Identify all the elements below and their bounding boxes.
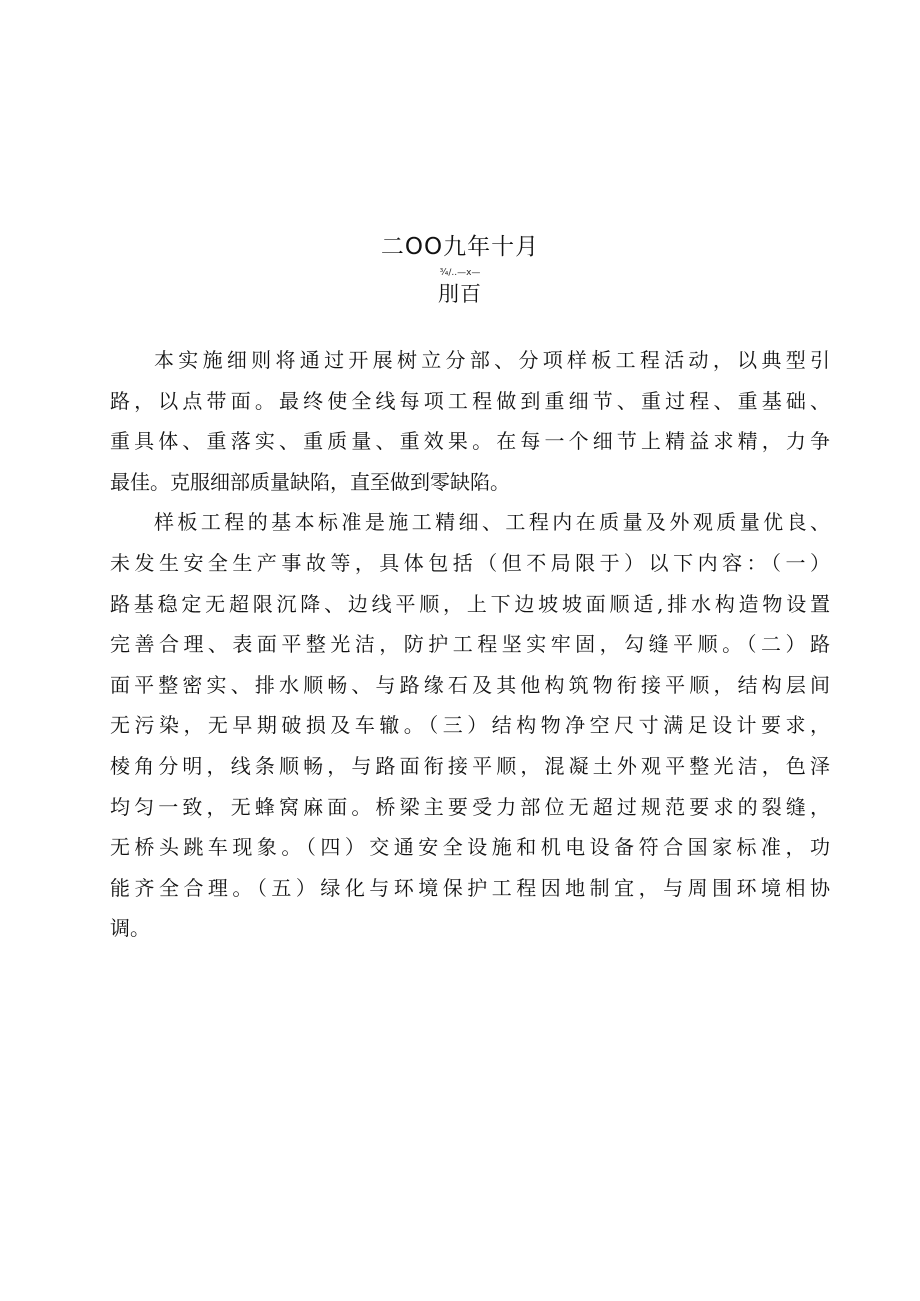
paragraph-2-line-8: 均匀一致，无蜂窝麻面。桥梁主要受力部位无超过规范要求的裂缝，	[110, 794, 830, 819]
document-date: 二OO九年十月	[380, 234, 540, 260]
paragraph-2-line-1: 样板工程的基本标准是施工精细、工程内在质量及外观质量优良、	[154, 510, 830, 535]
body-text	[110, 340, 830, 949]
paragraph-1-line-2: 路，以点带面。最终使全线每项工程做到重细节、重过程、重基础、	[110, 388, 830, 413]
paragraph-2-line-10: 能齐全合理。（五）绿化与环境保护工程因地制宜，与周围环境相协	[110, 875, 830, 900]
paragraph-2-line-9: 无桥头跳车现象。（四）交通安全设施和机电设备符合国家标准，功	[110, 835, 830, 860]
paragraph-1-line-4: 最佳。克服细部质量缺陷，直至做到零缺陷。	[110, 469, 510, 494]
paragraph-1-line-1: 本实施细则将通过开展树立分部、分项样板工程活动，以典型引	[154, 348, 830, 372]
paragraph-2-line-4: 完善合理、表面平整光洁，防护工程坚实牢固，勾缝平顺。（二）路	[110, 632, 830, 657]
paragraph-2-line-11: 调。	[110, 916, 150, 941]
paragraph-2-line-3: 路基稳定无超限沉降、边线平顺，上下边坡坡面顺适,排水构造物设置	[110, 591, 830, 616]
paragraph-2-line-7: 棱角分明，线条顺畅，与路面衔接平顺，混凝土外观平整光洁，色泽	[110, 753, 830, 778]
paragraph-2-line-6: 无污染，无早期破损及车辙。（三）结构物净空尺寸满足设计要求，	[110, 713, 830, 738]
paragraph-1-line-3: 重具体、重落实、重质量、重效果。在每一个细节上精益求精，力争	[110, 429, 830, 454]
section-heading: 刖百	[438, 282, 482, 306]
paragraph-2-line-2: 未发生安全生产事故等，具体包括（但不局限于）以下内容：（一）	[110, 550, 830, 575]
ocr-noise-text: ¾/..—x—	[439, 268, 481, 278]
paragraph-2-line-5: 面平整密实、排水顺畅、与路缘石及其他构筑物衔接平顺，结构层间	[110, 672, 830, 697]
